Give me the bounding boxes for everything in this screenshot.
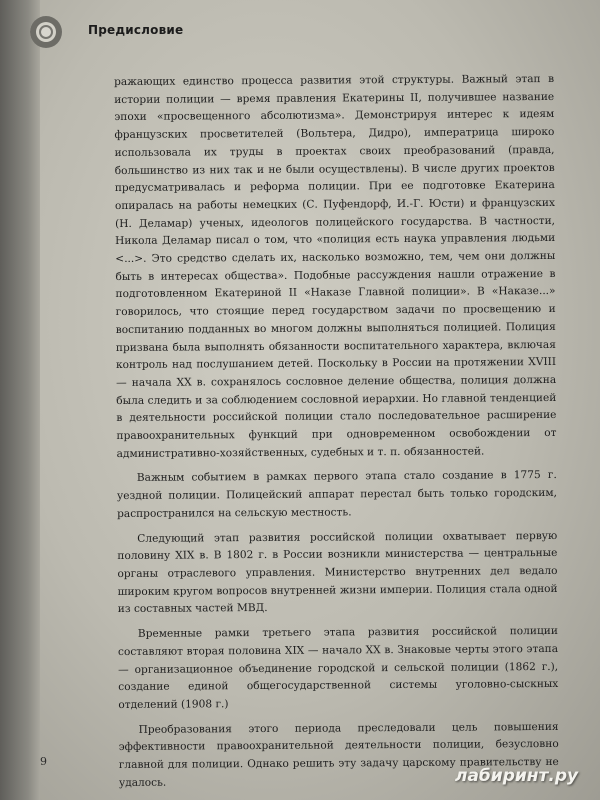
watermark-logo: лабиринт.ру <box>455 766 579 786</box>
page-header: Предисловие <box>88 23 184 37</box>
paragraph: Преобразования этого периода преследовали цель повышения эффективности правоохранительной деятельности полиции, безусловно главной для полиции. Однако решить эту задачу царскому правительству не удалось. <box>118 720 559 789</box>
page-number: 9 <box>40 755 47 768</box>
paragraph: Важным событием в рамках первого этапа стало создание в 1775 г. уездной полиции. Полицейский аппарат перестал быть только городским, распространился на сельскую местность. <box>116 469 557 520</box>
paragraph: ражающих единство процесса развития этой структуры. Важный этап в истории полиции — время правления Екатерины II, получившее название эпохи «просвещенного абсолютизма». Демонстрируя интерес к идеям французских просветителей (Вольтера, Дидро), императрица широко использовала их труды в проектах своих преобразований (правда, большинство из них так и не были осуществлены). В числе других проектов предусматривалась и реформа полиции. При ее подготовке Екатерина опиралась на работы немецких (С. Пуфендорф, И.-Г. Юсти) и французских (Н. Деламар) ученых, идеологов полицейского государства. В частности, Никола Деламар писал о том, что «полиция есть наука управления людьми <...>. Это средство сделать их, насколько возможно, тем, чем они должны быть в интересах общества». Подобные рассуждения нашли отражение в подготовленном Екатериной II «Наказе Главной полиции». В «Наказе...» говорилось, что стоящие перед государством задачи по просвещению и воспитанию подданных во многом должны выполняться полицией. Полиция призвана была выполнять обязанности воспитательного характера, включая контроль над послушанием детей. Поскольку в России на протяжении XVIII — начала XX в. сохранялось сословное деление общества, полиция должна была следить и за соблюдением сословной иерархии. Но главной тенденцией в деятельности российской полиции стало последовательное расширение правоохранительных функций при одновременном освобождении от административно-хозяйственных, судебных и т. п. обязанностей. <box>114 72 557 460</box>
body-text <box>114 71 559 799</box>
book-spine-shadow <box>0 0 40 800</box>
ring-icon <box>30 16 62 48</box>
paragraph: Следующий этап развития российской полиции охватывает первую половину XIX в. В 1802 г. в России возникли министерства — центральные органы отраслевого управления. Министерство внутренних дел ведало широким кругом вопросов внутренней жизни империи. Полиция стала одной из составных частей МВД. <box>117 529 558 616</box>
paragraph: Временные рамки третьего этапа развития российской полиции составляют вторая половина XIX — начало XX в. Знаковые черты этого этапа — организационное объединение городской и сельской полиции (1862 г.), создание единой общегосударственной системы уголовно-сыскных отделений (1908 г.) <box>117 625 559 711</box>
